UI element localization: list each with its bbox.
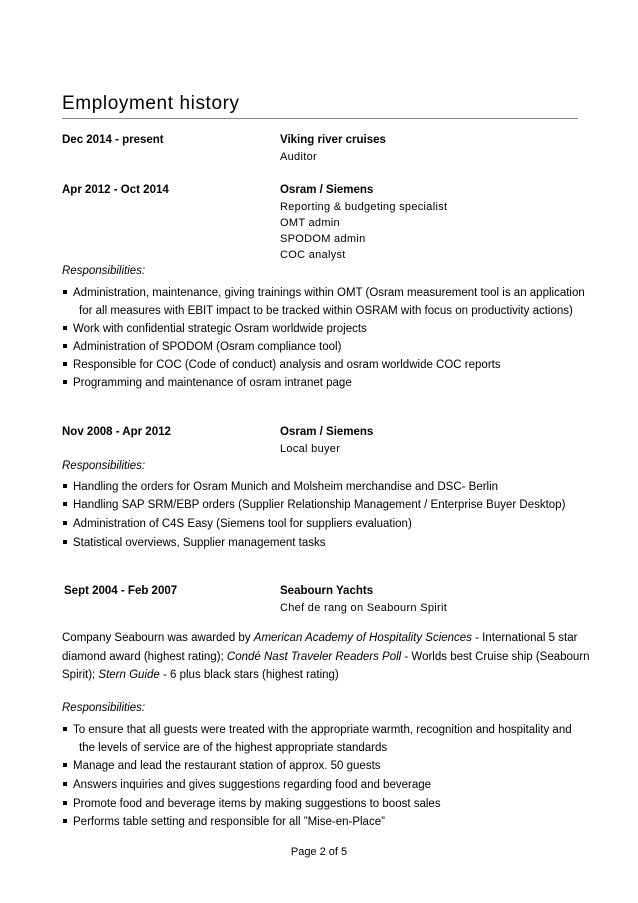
list-item: Work with confidential strategic Osram worldwide projects	[62, 321, 367, 338]
list-item: Programming and maintenance of osram intranet page	[62, 375, 352, 392]
job-date: Apr 2012 - Oct 2014	[62, 184, 169, 196]
job-employer: Osram / Siemens	[280, 426, 374, 438]
bullet-icon	[63, 502, 67, 506]
bullet-icon	[63, 362, 67, 366]
bullet-icon	[63, 819, 67, 823]
responsibilities-label: Responsibilities:	[62, 460, 146, 472]
section-heading: Employment history	[62, 93, 240, 114]
responsibilities-label: Responsibilities:	[62, 702, 146, 714]
job-role: Auditor	[280, 151, 317, 163]
list-item: Answers inquiries and gives suggestions regarding food and beverage	[62, 777, 431, 794]
bullet-icon	[63, 763, 67, 767]
list-item: Handling the orders for Osram Munich and Molsheim merchandise and DSC- Berlin	[62, 479, 498, 496]
heading-rule	[62, 118, 578, 119]
bullet-icon	[63, 540, 67, 544]
responsibilities-label: Responsibilities:	[62, 265, 146, 277]
job-date: Sept 2004 - Feb 2007	[64, 585, 178, 597]
bullet-icon	[63, 521, 67, 525]
list-item: Statistical overviews, Supplier management tasks	[62, 535, 325, 552]
list-item: Handling SAP SRM/EBP orders (Supplier Relationship Management / Enterprise Buyer Desktop)	[62, 497, 565, 514]
list-item: Administration of SPODOM (Osram compliance tool)	[62, 339, 341, 356]
list-item: To ensure that all guests were treated with the appropriate warmth, recognition and hospitality and	[62, 722, 572, 739]
description-line: diamond award (highest rating); Condé Nast Traveler Readers Poll - Worlds best Cruise ship (Seabourn	[62, 651, 590, 663]
job-role: COC analyst	[280, 249, 346, 261]
list-item: Administration of C4S Easy (Siemens tool for suppliers evaluation)	[62, 516, 412, 533]
job-date: Nov 2008 - Apr 2012	[62, 426, 171, 438]
job-employer: Viking river cruises	[280, 134, 386, 146]
job-role: OMT admin	[280, 217, 340, 229]
bullet-icon	[63, 484, 67, 488]
list-item: Administration, maintenance, giving trainings within OMT (Osram measurement tool is an application	[62, 285, 585, 302]
job-employer: Osram / Siemens	[280, 184, 374, 196]
bullet-icon	[63, 290, 67, 294]
job-employer: Seabourn Yachts	[280, 585, 374, 597]
description-line: Spirit); Stern Guide - 6 plus black stars (highest rating)	[62, 669, 339, 681]
list-item: Performs table setting and responsible for all ”Mise-en-Place”	[62, 814, 385, 831]
job-role: Chef de rang on Seabourn Spirit	[280, 602, 448, 614]
bullet-icon	[63, 727, 67, 731]
bullet-icon	[63, 380, 67, 384]
list-item: Promote food and beverage items by making suggestions to boost sales	[62, 796, 441, 813]
page-footer: Page 2 of 5	[290, 846, 348, 858]
list-item-continuation: for all measures with EBIT impact to be tracked within OSRAM with focus on productivity actions)	[79, 305, 573, 317]
bullet-icon	[63, 801, 67, 805]
job-role: SPODOM admin	[280, 233, 366, 245]
job-role: Reporting & budgeting specialist	[280, 201, 448, 213]
list-item: Manage and lead the restaurant station of approx. 50 guests	[62, 758, 381, 775]
job-role: Local buyer	[280, 443, 341, 455]
job-date: Dec 2014 - present	[62, 134, 164, 146]
description-line: Company Seabourn was awarded by American Academy of Hospitality Sciences - International 5 star	[62, 632, 578, 644]
list-item: Responsible for COC (Code of conduct) analysis and osram worldwide COC reports	[62, 357, 501, 374]
bullet-icon	[63, 326, 67, 330]
list-item-continuation: the levels of service are of the highest appropriate standards	[79, 742, 388, 754]
bullet-icon	[63, 782, 67, 786]
bullet-icon	[63, 344, 67, 348]
